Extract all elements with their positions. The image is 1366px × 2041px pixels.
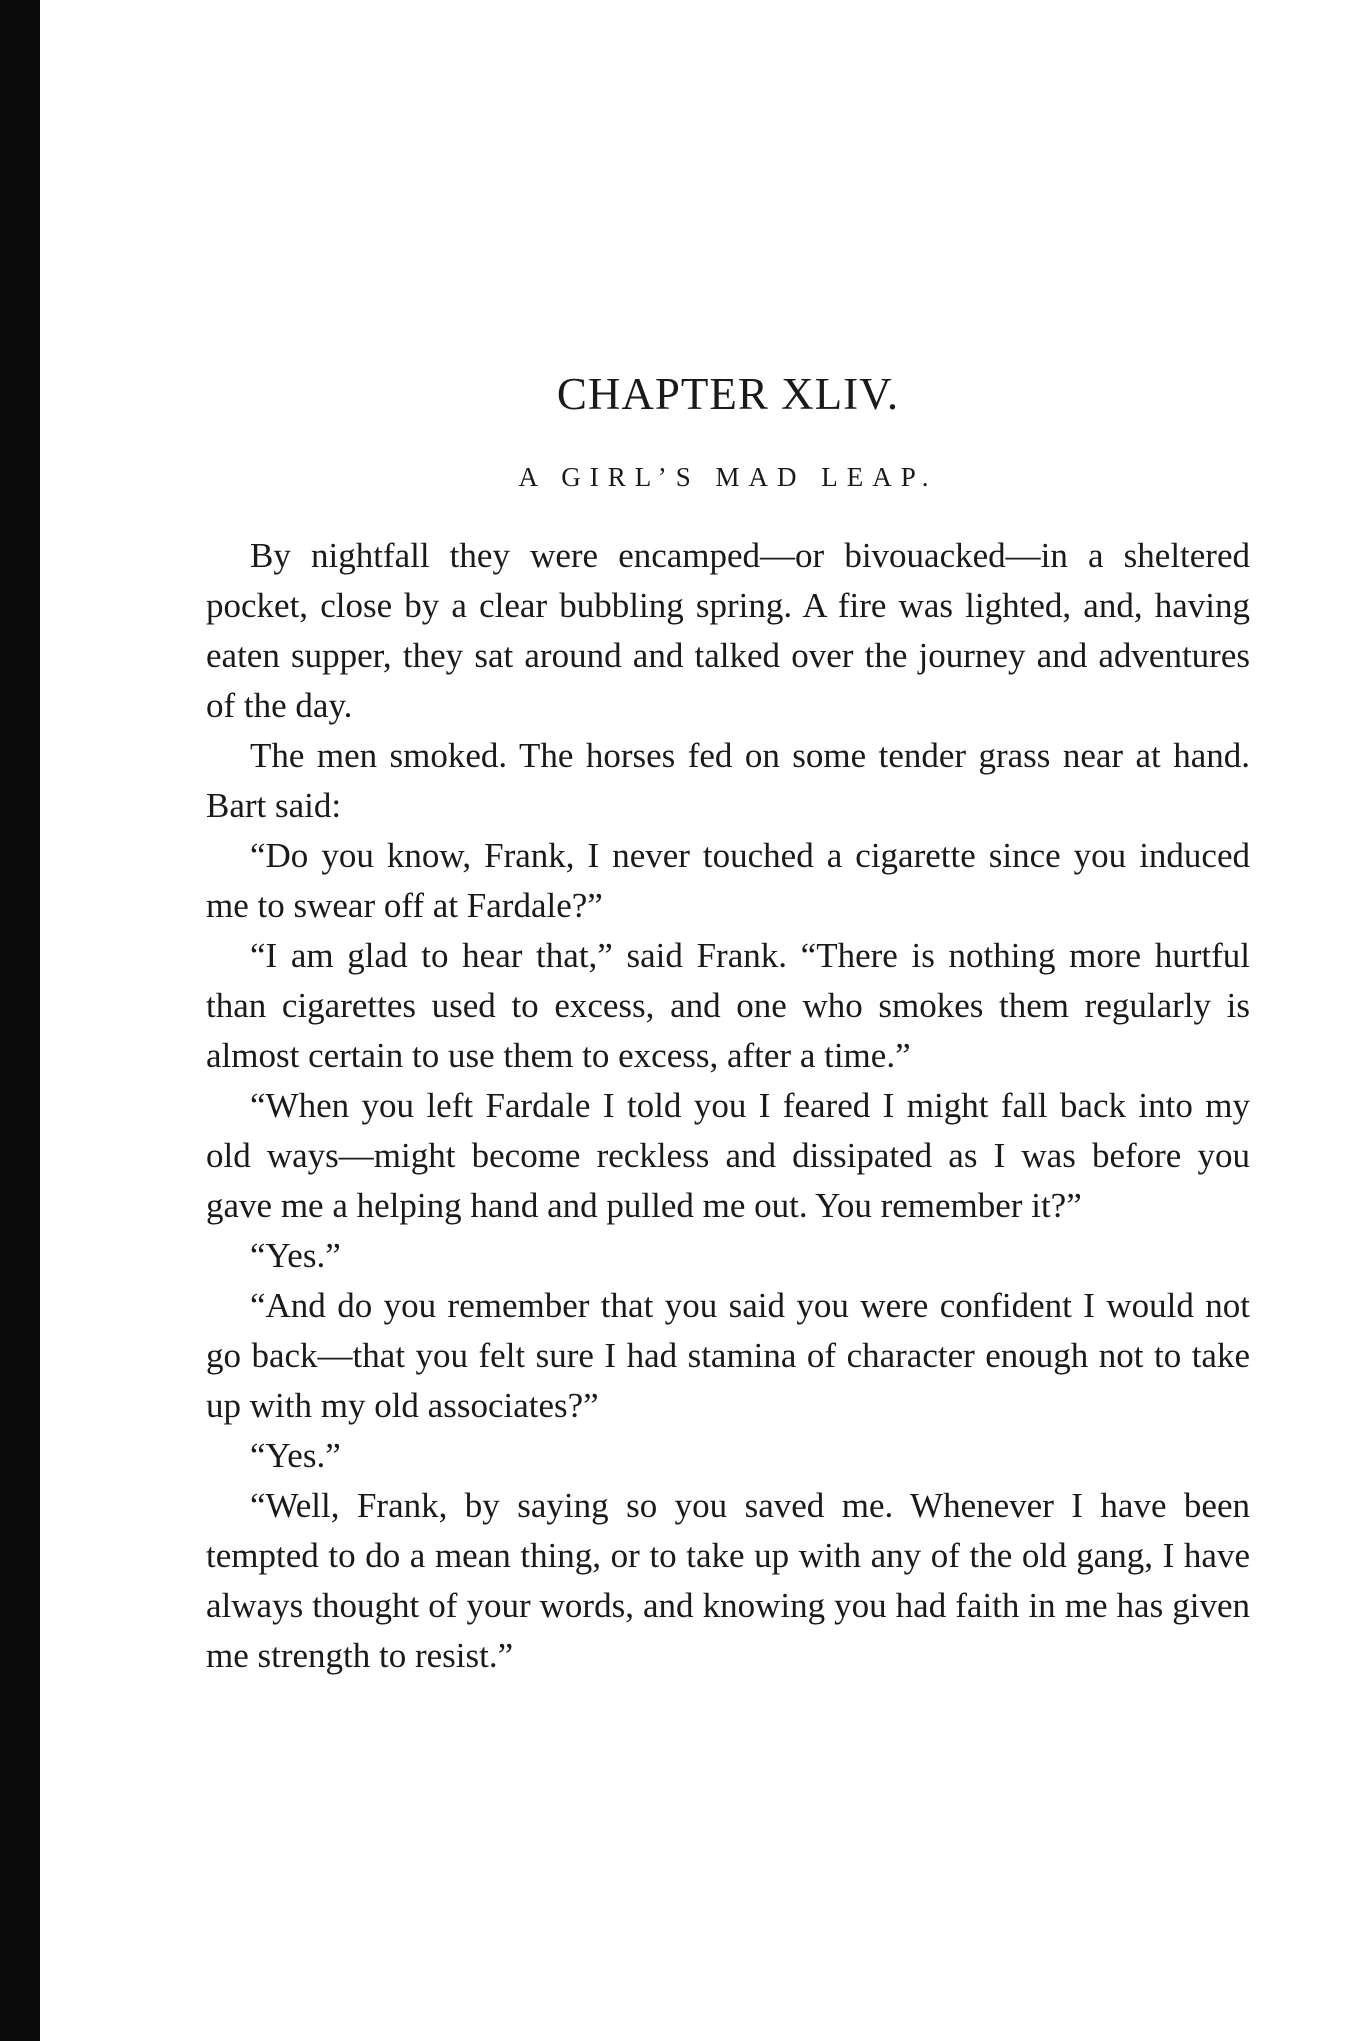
paragraph: “I am glad to hear that,” said Frank. “There is nothing more hurtful than cigarettes used to excess, and one who smokes them regularly is almost certain to use them to excess, after a time.” bbox=[206, 935, 1250, 1075]
paragraph: By nightfall they were encamped—or bivouacked—in a sheltered pocket, close by a clear bubbling spring. A fire was lighted, and, having eaten supper, they sat around and talked over the journey and adventures of the day. bbox=[206, 535, 1250, 725]
paragraph: “And do you remember that you said you were confident I would not go back—that you felt sure I had stamina of character enough not to take up with my old associates?” bbox=[206, 1285, 1250, 1425]
chapter-body bbox=[206, 531, 1250, 1681]
paragraph: “When you left Fardale I told you I feared I might fall back into my old ways—might become reckless and dissipated as I was before you gave me a helping hand and pulled me out. You remember it?” bbox=[206, 1085, 1250, 1225]
paragraph: The men smoked. The horses fed on some tender grass near at hand. Bart said: bbox=[206, 735, 1250, 825]
paragraph: “Do you know, Frank, I never touched a cigarette since you induced me to swear off at Fardale?” bbox=[206, 835, 1250, 925]
book-page bbox=[206, 370, 1250, 1681]
paragraph: “Well, Frank, by saying so you saved me. Whenever I have been tempted to do a mean thing, or to take up with any of the old gang, I have always thought of your words, and knowing you had faith in me has given me strength to resist.” bbox=[206, 1485, 1250, 1675]
paragraph: “Yes.” bbox=[250, 1235, 341, 1275]
page-binding-edge bbox=[0, 0, 40, 2041]
paragraph: “Yes.” bbox=[250, 1435, 341, 1475]
chapter-subtitle: A GIRL’S MAD LEAP. bbox=[518, 461, 938, 492]
chapter-title: CHAPTER XLIV. bbox=[556, 369, 900, 419]
